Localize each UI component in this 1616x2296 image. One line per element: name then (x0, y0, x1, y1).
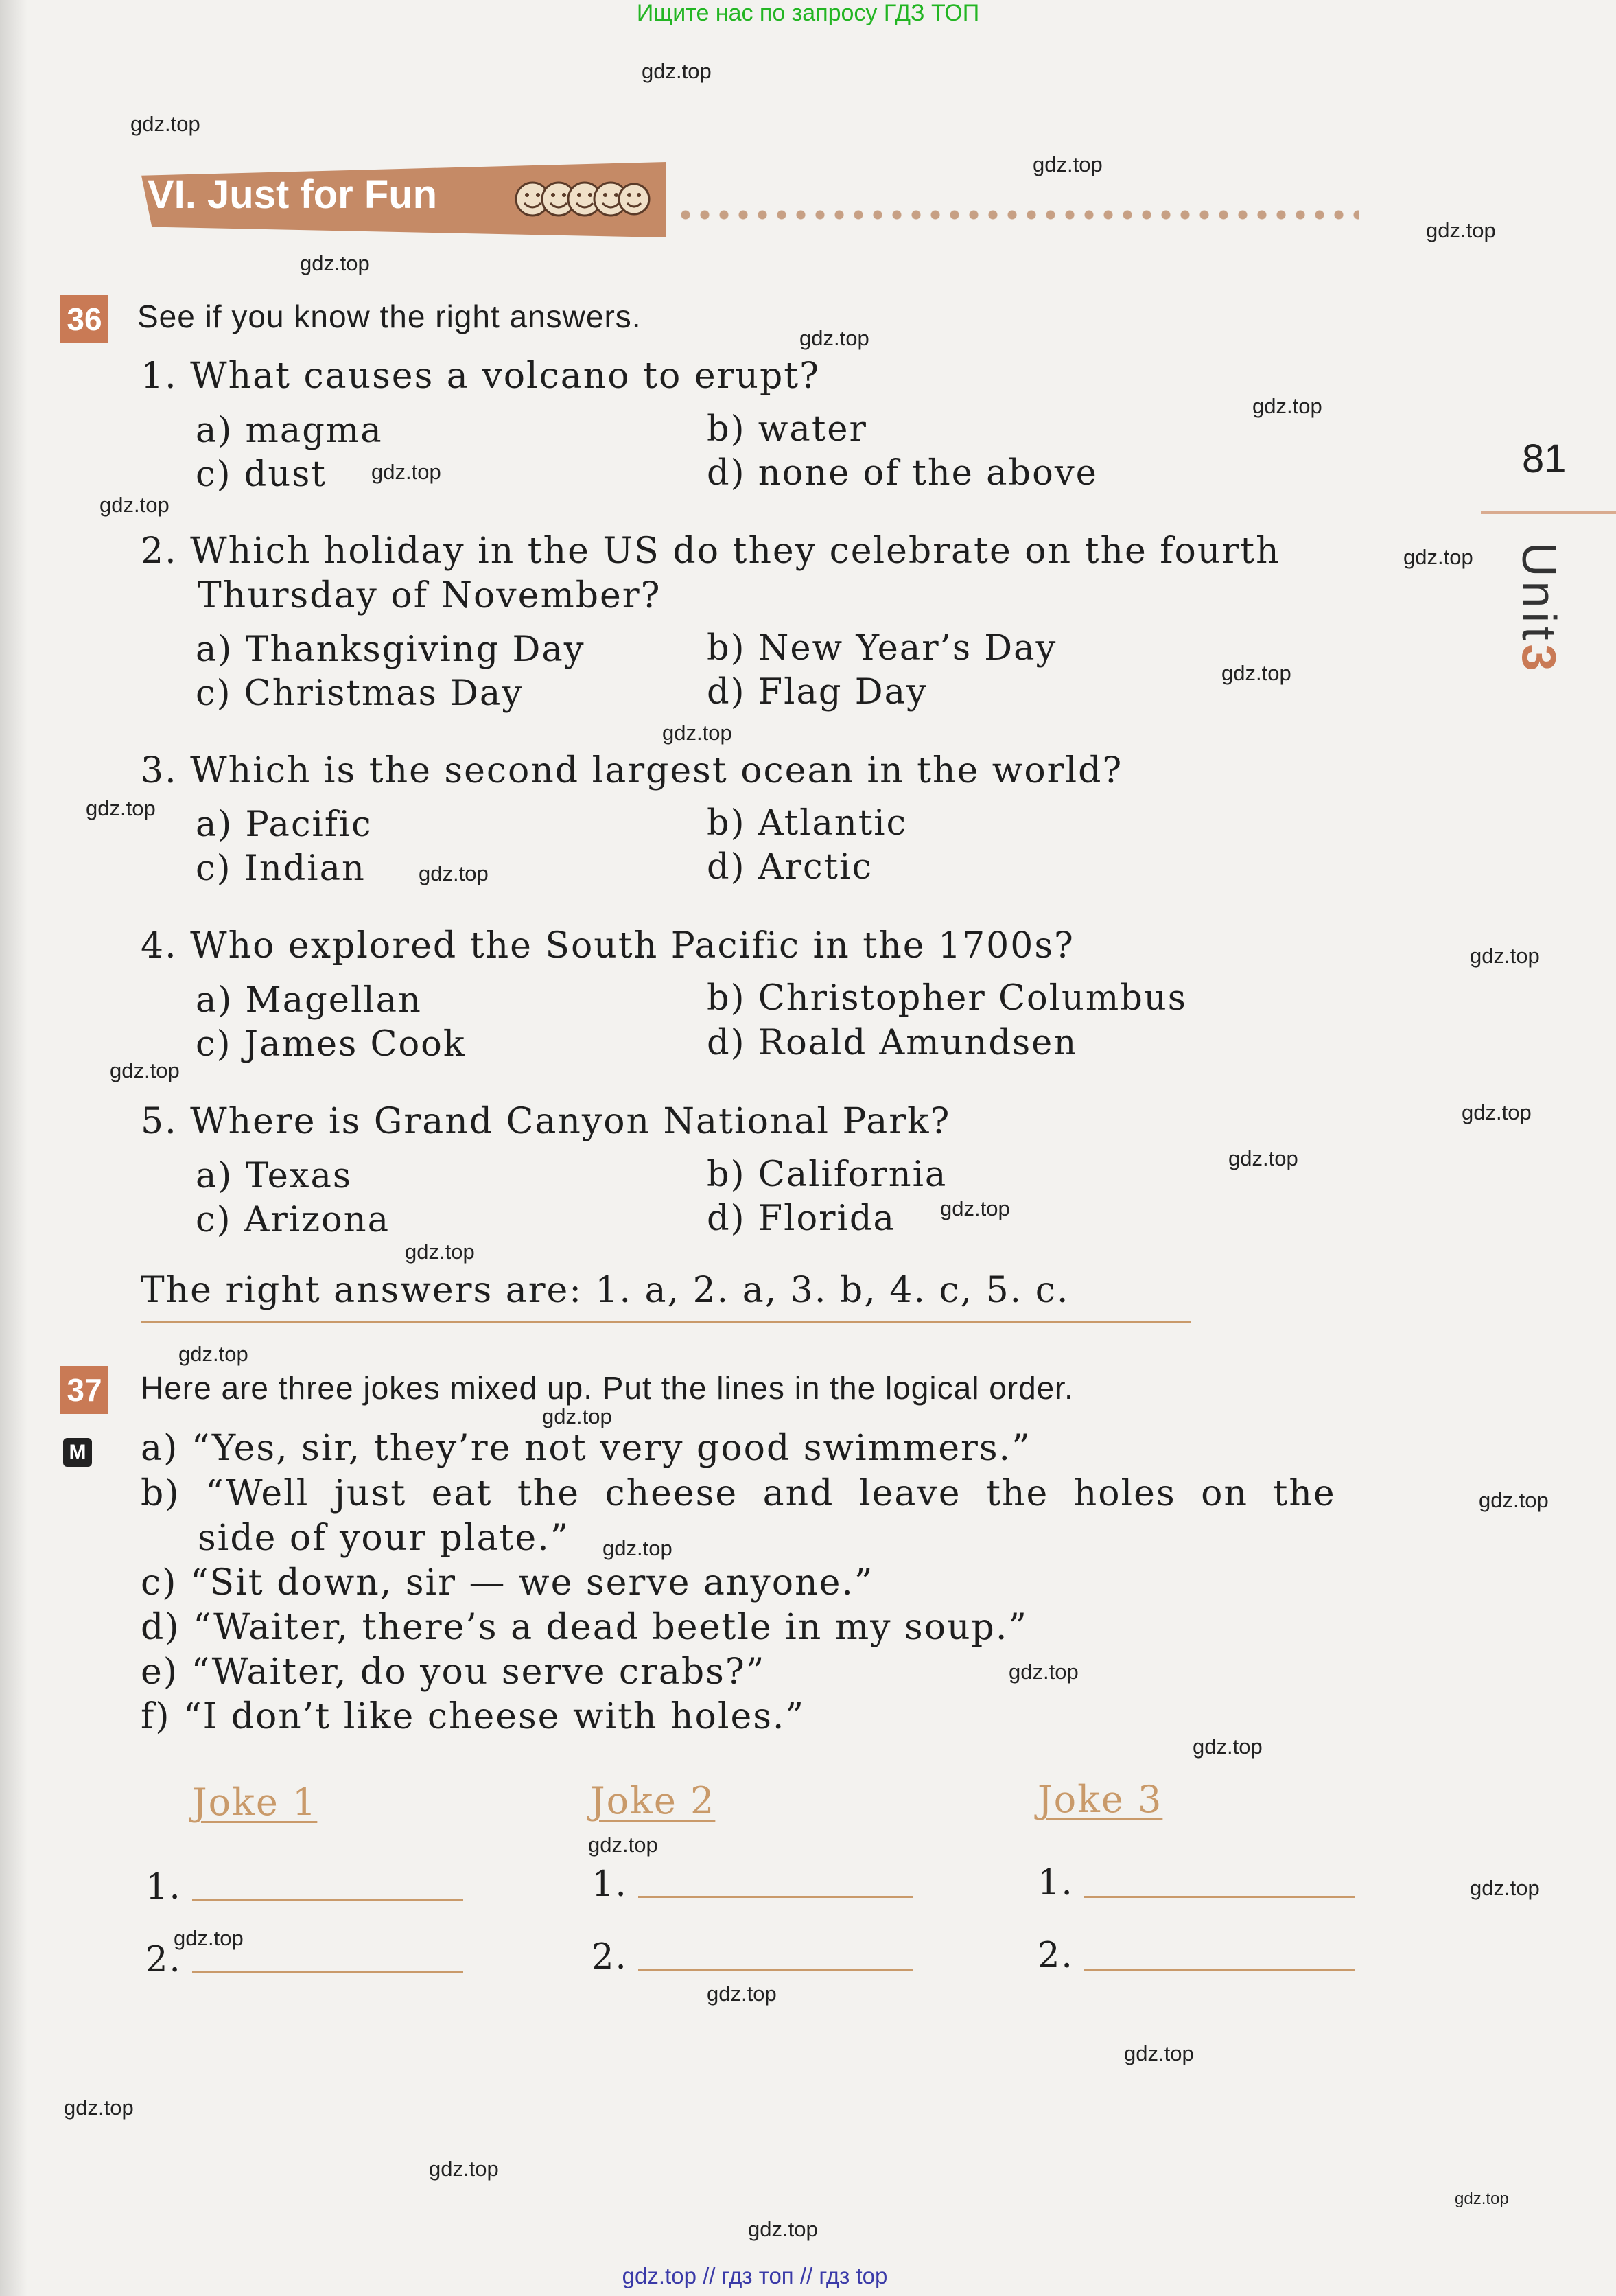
watermark: gdz.top (799, 326, 869, 350)
joke-2-slot-2-number: 2. (592, 1937, 628, 1978)
joke-line-c: c) “Sit down, sir — we serve anyone.” (141, 1562, 874, 1603)
watermark: gdz.top (419, 861, 489, 885)
watermark: gdz.top (588, 1833, 658, 1857)
exercise-36-instruction: See if you know the right answers. (137, 299, 642, 334)
watermark: gdz.top (1009, 1660, 1079, 1684)
option-2b: b) New Year’s Day (707, 628, 1057, 669)
watermark: gdz.top (542, 1404, 612, 1428)
question-1: 1. What causes a volcano to erupt? (141, 356, 821, 397)
question-2-line-1: 2. Which holiday in the US do they celebrate on the fourth (141, 531, 1280, 572)
option-2c: c) Christmas Day (196, 673, 524, 714)
joke-line-b-cont: side of your plate.” (198, 1518, 570, 1559)
unit-divider (1481, 511, 1616, 514)
watermark: gdz.top (940, 1196, 1010, 1220)
watermark: gdz.top (1470, 944, 1540, 968)
top-banner: Ищите нас по запросу ГДЗ ТОП (636, 0, 980, 26)
option-5d: d) Florida (707, 1198, 895, 1239)
question-4: 4. Who explored the South Pacific in the 1700s? (141, 925, 1075, 966)
watermark: gdz.top (662, 721, 732, 745)
watermark: gdz.top (1403, 545, 1473, 569)
option-2d: d) Flag Day (707, 672, 928, 712)
watermark: gdz.top (300, 251, 370, 275)
watermark: gdz.top (1470, 1876, 1540, 1900)
option-4c: c) James Cook (196, 1024, 466, 1065)
bottom-banner: gdz.top // гдз топ // гдз top (622, 2263, 888, 2288)
unit-number: 3 (1512, 644, 1566, 675)
watermark: gdz.top (1479, 1488, 1549, 1512)
watermark: gdz.top (1193, 1735, 1263, 1759)
watermark: gdz.top (178, 1342, 248, 1366)
exercise-36-badge: 36 (60, 295, 108, 343)
joke-line-d: d) “Waiter, there’s a dead beetle in my soup.” (141, 1607, 1028, 1648)
watermark: gdz.top (1221, 661, 1291, 685)
right-answers: The right answers are: 1. a, 2. a, 3. b, 4. c, 5. c. (141, 1270, 1070, 1311)
section-dotted-rule (676, 210, 1359, 220)
watermark: gdz.top (1252, 394, 1322, 418)
right-answers-underline (141, 1321, 1191, 1323)
watermark: gdz.top (707, 1982, 777, 2006)
option-3b: b) Atlantic (707, 803, 908, 844)
mediafile-icon: M (63, 1438, 92, 1467)
joke-2-slot-1-number: 1. (592, 1864, 628, 1905)
watermark: gdz.top (1455, 2190, 1509, 2208)
joke-1-slot-2-number: 2. (145, 1940, 182, 1980)
joke-line-f: f) “I don’t like cheese with holes.” (141, 1696, 806, 1737)
watermark: gdz.top (1124, 2041, 1194, 2065)
page-number: 81 (1522, 437, 1567, 481)
unit-tab (1512, 542, 1567, 675)
joke-1-slot-1-line[interactable] (192, 1899, 463, 1901)
joke-3-slot-1-line[interactable] (1084, 1896, 1355, 1898)
joke-1-title: Joke 1 (192, 1781, 318, 1824)
watermark: gdz.top (642, 59, 712, 83)
joke-line-a: a) “Yes, sir, they’re not very good swimmers.” (141, 1428, 1031, 1469)
option-2a: a) Thanksgiving Day (196, 629, 585, 670)
option-1a: a) magma (196, 410, 383, 451)
option-5b: b) California (707, 1155, 948, 1195)
joke-1-slot-2-line[interactable] (192, 1971, 463, 1973)
watermark: gdz.top (86, 796, 156, 820)
joke-3-slot-2-number: 2. (1038, 1936, 1074, 1976)
watermark: gdz.top (748, 2217, 818, 2241)
option-3a: a) Pacific (196, 804, 373, 845)
option-4b: b) Christopher Columbus (707, 978, 1187, 1019)
option-4d: d) Roald Amundsen (707, 1023, 1078, 1063)
joke-3-title: Joke 3 (1038, 1778, 1163, 1821)
watermark: gdz.top (64, 2096, 134, 2120)
exercise-37-instruction: Here are three jokes mixed up. Put the lines in the logical order. (141, 1370, 1074, 1406)
joke-2-title: Joke 2 (590, 1779, 716, 1822)
watermark: gdz.top (110, 1058, 180, 1082)
option-1b: b) water (707, 409, 867, 450)
option-3c: c) Indian (196, 848, 366, 889)
watermark: gdz.top (1033, 152, 1103, 176)
option-1d: d) none of the above (707, 453, 1098, 494)
joke-line-b: b) “Well just eat the cheese and leave the holes on the (141, 1473, 1336, 1514)
question-2-line-2: Thursday of November? (198, 575, 661, 616)
joke-2-slot-1-line[interactable] (638, 1896, 913, 1898)
watermark: gdz.top (174, 1926, 244, 1950)
joke-line-e: e) “Waiter, do you serve crabs?” (141, 1651, 766, 1693)
watermark: gdz.top (602, 1536, 672, 1560)
exercise-37-badge: 37 (60, 1366, 108, 1414)
option-5a: a) Texas (196, 1156, 353, 1196)
watermark: gdz.top (1228, 1146, 1298, 1170)
watermark: gdz.top (429, 2157, 499, 2181)
option-5c: c) Arizona (196, 1200, 390, 1240)
option-4a: a) Magellan (196, 980, 422, 1021)
joke-1-slot-1-number: 1. (145, 1867, 182, 1907)
unit-label: Unit (1512, 542, 1566, 645)
section-title: VI. Just for Fun (148, 172, 438, 217)
binding-shadow (0, 0, 27, 2296)
option-3d: d) Arctic (707, 847, 873, 888)
watermark: gdz.top (1426, 218, 1496, 242)
watermark: gdz.top (99, 493, 169, 517)
joke-2-slot-2-line[interactable] (638, 1969, 913, 1971)
watermark: gdz.top (405, 1240, 475, 1264)
watermark: gdz.top (130, 112, 200, 136)
smiley-faces-icon (513, 173, 651, 225)
question-5: 5. Where is Grand Canyon National Park? (141, 1101, 951, 1142)
watermark: gdz.top (1462, 1100, 1532, 1124)
joke-3-slot-1-number: 1. (1038, 1863, 1074, 1903)
option-1c: c) dust (196, 454, 327, 495)
watermark: gdz.top (371, 460, 441, 484)
joke-3-slot-2-line[interactable] (1084, 1969, 1355, 1971)
question-3: 3. Which is the second largest ocean in the world? (141, 750, 1123, 791)
